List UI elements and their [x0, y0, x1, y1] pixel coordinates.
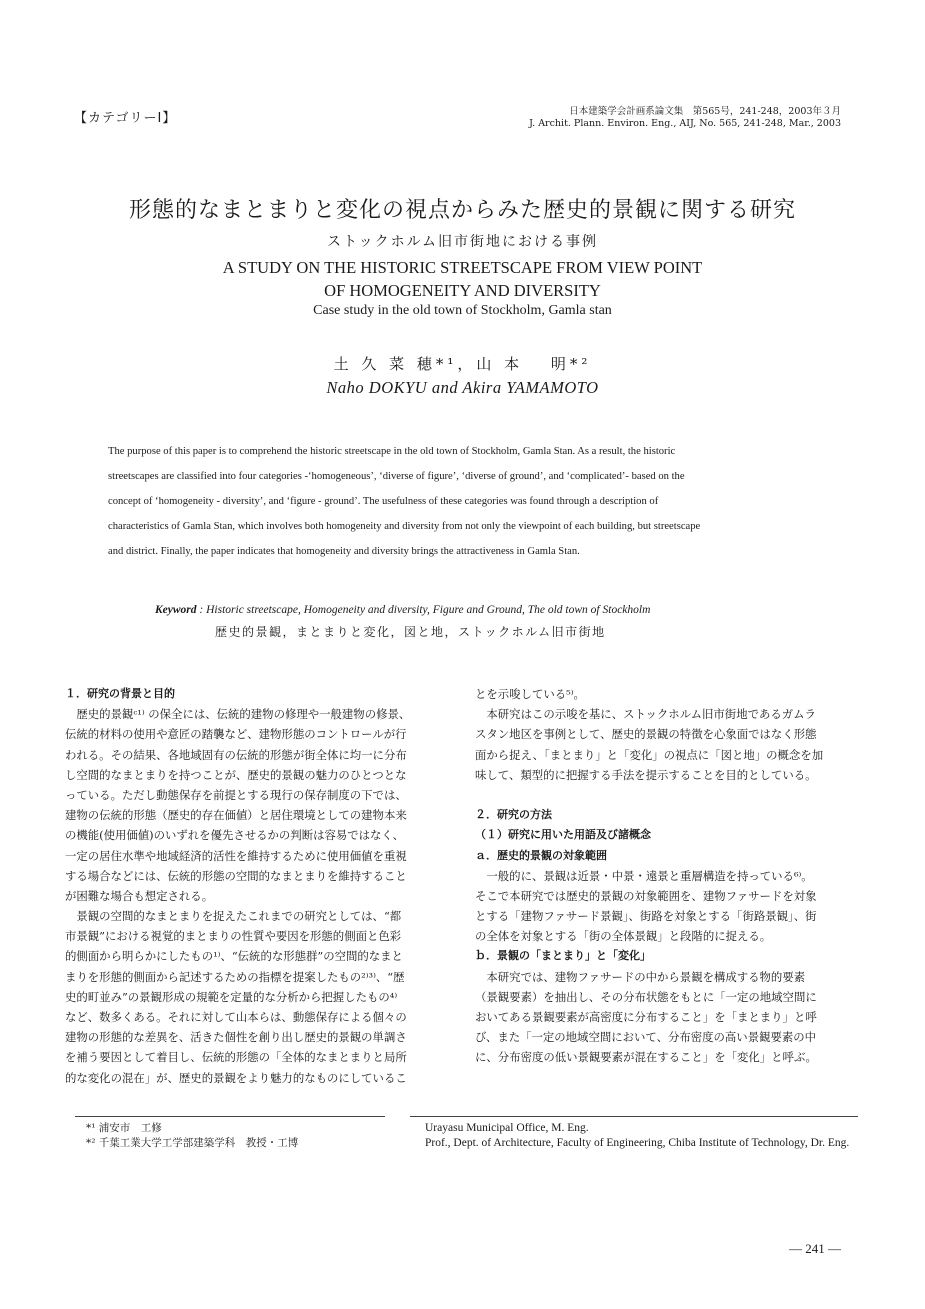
paper-title-ja: 形態的なまとまりと変化の視点からみた歴史的景観に関する研究 [128, 198, 796, 223]
body-text-line: び、また「一定の地域空間において、分布密度の高い景観要素の中 [475, 1030, 817, 1045]
body-text-line: 本研究では、建物ファサードの中から景観を構成する物的要素 [475, 969, 806, 984]
footnotes-ja [86, 1121, 298, 1151]
footnote-ja-1: *¹ 浦安市 工修 [86, 1122, 162, 1134]
page-number: — 241 — [789, 1241, 841, 1256]
paper-subtitle-en: Case study in the old town of Stockholm, Gamla stan [313, 303, 612, 318]
paper-title-en-line2: OF HOMOGENEITY AND DIVERSITY [324, 281, 601, 300]
abstract-line: The purpose of this paper is to comprehend the historic streetscape in the old town of Stockholm, Gamla Stan. As a result, the historic [108, 446, 676, 457]
abstract [108, 439, 819, 564]
authors-ja: 土 久 菜 穂*¹，山 本 明*² [333, 355, 592, 373]
paper-subtitle-ja: ストックホルム旧市街地における事例 [326, 234, 599, 250]
body-text-line: まりを形態的側面から記述するための指標を提案したもの²⁾³⁾、“歴 [65, 969, 405, 984]
section-heading: ２．研究の方法 [475, 808, 552, 822]
body-text-line: が困難な場合も想定される。 [65, 888, 214, 903]
body-text-line: 伝統的材料の使用や意匠の踏襲など、建物形態のコントロールが行 [65, 727, 407, 742]
body-text-line: われる。その結果、各地域固有の伝統的形態が街全体に均一に分布 [65, 747, 407, 762]
body-text-line: の全体を対象とする「街の全体景観」と段階的に捉える。 [475, 929, 772, 944]
keywords-en-text: : Historic streetscape, Homogeneity and diversity, Figure and Ground, The old town of Stockholm [199, 604, 651, 616]
body-text-line: スタン地区を事例として、歴史的景観の特徴を心象面ではなく形態 [475, 727, 817, 742]
body-text-line: など、数多くある。それに対して山本らは、動態保存による個々の [65, 1010, 407, 1024]
body-text-line: する場合などには、伝統的形態の空間的なまとまりを維持すること [65, 868, 407, 883]
body-text-line: っている。ただし動態保存を前提とする現行の保存制度の下では、 [65, 787, 407, 802]
body-text-line: 的な変化の混在」が、歴史的景観をより魅力的なものにしているこ [65, 1070, 407, 1085]
body-text-line: を補う要因として着目し、伝統的形態の「全体的なまとまりと局所 [65, 1050, 407, 1065]
body-text-line: 味して、類型的に把握する手法を提示することを目的としている。 [475, 767, 817, 782]
footnote-en-2: Prof., Dept. of Architecture, Faculty of Engineering, Chiba Institute of Technology, Dr. Eng. [425, 1136, 850, 1149]
section-heading: １．研究の背景と目的 [65, 687, 175, 700]
body-text-line: おいてある景観要素が高密度に分布すること」を「まとまり」と呼 [475, 1010, 817, 1024]
body-text-line: とを示唆している⁵⁾。 [475, 687, 585, 701]
keywords-en [155, 604, 650, 616]
journal-citation-ja: 日本建築学会計画系論文集 第565号，241-248，2003年３月 [569, 106, 841, 117]
abstract-line: concept of ‘homogeneity - diversity’, and ‘figure - ground’. The usefulness of these categories was found through a description of [108, 496, 659, 507]
body-text-line: 建物の形態的な差異を、活きた個性を創り出し歴史的景観の単調さ [65, 1030, 407, 1045]
authors-en: Naho DOKYU and Akira YAMAMOTO [326, 378, 599, 397]
body-column-right [475, 684, 860, 1068]
paper-title-en-line1: A STUDY ON THE HISTORIC STREETSCAPE FROM VIEW POINT [222, 258, 703, 277]
body-text-line: 建物の伝統的形態（歴史的存在価値）と居住環境としての建物本来 [65, 808, 407, 823]
body-text-line [475, 785, 860, 805]
body-text-line: し空間的なまとまりを持つことが、歴史的景観の魅力のひとつとな [65, 767, 407, 782]
body-text-line: 歴史的景観ᶜ¹⁾ の保全には、伝統的建物の修理や一般建物の修景、 [65, 707, 411, 722]
body-text-line: 一定の居住水準や地域経済的活性を維持するために使用価値を重視 [65, 848, 407, 863]
body-text-line: 的側面から明らかにしたもの¹⁾、“伝統的な形態群”の空間的なまと [65, 949, 403, 964]
body-text-line: に、分布密度の低い景観要素が混在すること」を「変化」と呼ぶ。 [475, 1050, 817, 1065]
keywords-ja: 歴史的景観，まとまりと変化，図と地，ストックホルム旧市街地 [215, 625, 606, 639]
footnote-ja-2: *² 千葉工業大学工学部建築学科 教授・工博 [86, 1137, 299, 1149]
section-heading: ｂ．景観の「まとまり」と「変化」 [475, 949, 651, 963]
footnote-en-1: Urayasu Municipal Office, M. Eng. [425, 1122, 589, 1134]
body-text-line: （景観要素）を抽出し、その分布状態をもとに「一定の地域空間に [475, 989, 817, 1004]
section-heading: ａ．歴史的景観の対象範囲 [475, 848, 607, 862]
body-text-line: そこで本研究では歴史的景観の対象範囲を、建物ファサードを対象 [475, 888, 817, 903]
category-label: 【カテゴリーⅠ】 [74, 111, 177, 126]
abstract-line: characteristics of Gamla Stan, which involves both homogeneity and diversity from not only the viewpoint of each building, but streetscape [108, 521, 701, 532]
body-text-line: 市景観”における視覚的まとまりの性質や要因を形態的側面と色彩 [65, 929, 402, 944]
body-column-left [65, 684, 450, 1088]
body-text-line: 史的町並み”の景観形成の規範を定量的な分析から把握したもの⁴⁾ [65, 989, 398, 1004]
body-text-line: 一般的に、景観は近景・中景・遠景と重層構造を持っている⁶⁾。 [475, 868, 813, 883]
journal-citation-en: J. Archit. Plann. Environ. Eng., AIJ, No. 565, 241-248, Mar., 2003 [529, 118, 841, 129]
journal-citation [529, 106, 841, 130]
footnote-divider-right [410, 1116, 858, 1117]
body-text-line: とする「建物ファサード景観」、街路を対象とする「街路景観」、街 [475, 909, 817, 924]
keywords-label: Keyword [155, 604, 197, 616]
abstract-line: streetscapes are classified into four categories -‘homogeneous’, ‘diverse of figure’, ‘diverse of ground’, and ‘complicated’- based on the [108, 471, 685, 482]
footnotes-en [425, 1121, 865, 1150]
abstract-line: and district. Finally, the paper indicates that homogeneity and diversity brings the attractiveness in Gamla Stan. [108, 546, 580, 557]
body-text-line: 本研究はこの示唆を基に、ストックホルム旧市街地であるガムラ [475, 707, 816, 722]
body-text-line: 面から捉え、「まとまり」と「変化」の視点に「図と地」の概念を加 [475, 747, 824, 762]
body-text-line: の機能(使用価値)のいずれを優先させるかの判断は容易ではなく、 [65, 828, 404, 843]
body-text-line: 景観の空間的なまとまりを捉えたこれまでの研究としては、“都 [65, 909, 402, 924]
footnote-divider-left [75, 1116, 385, 1117]
section-heading: （１）研究に用いた用語及び諸概念 [475, 828, 651, 842]
